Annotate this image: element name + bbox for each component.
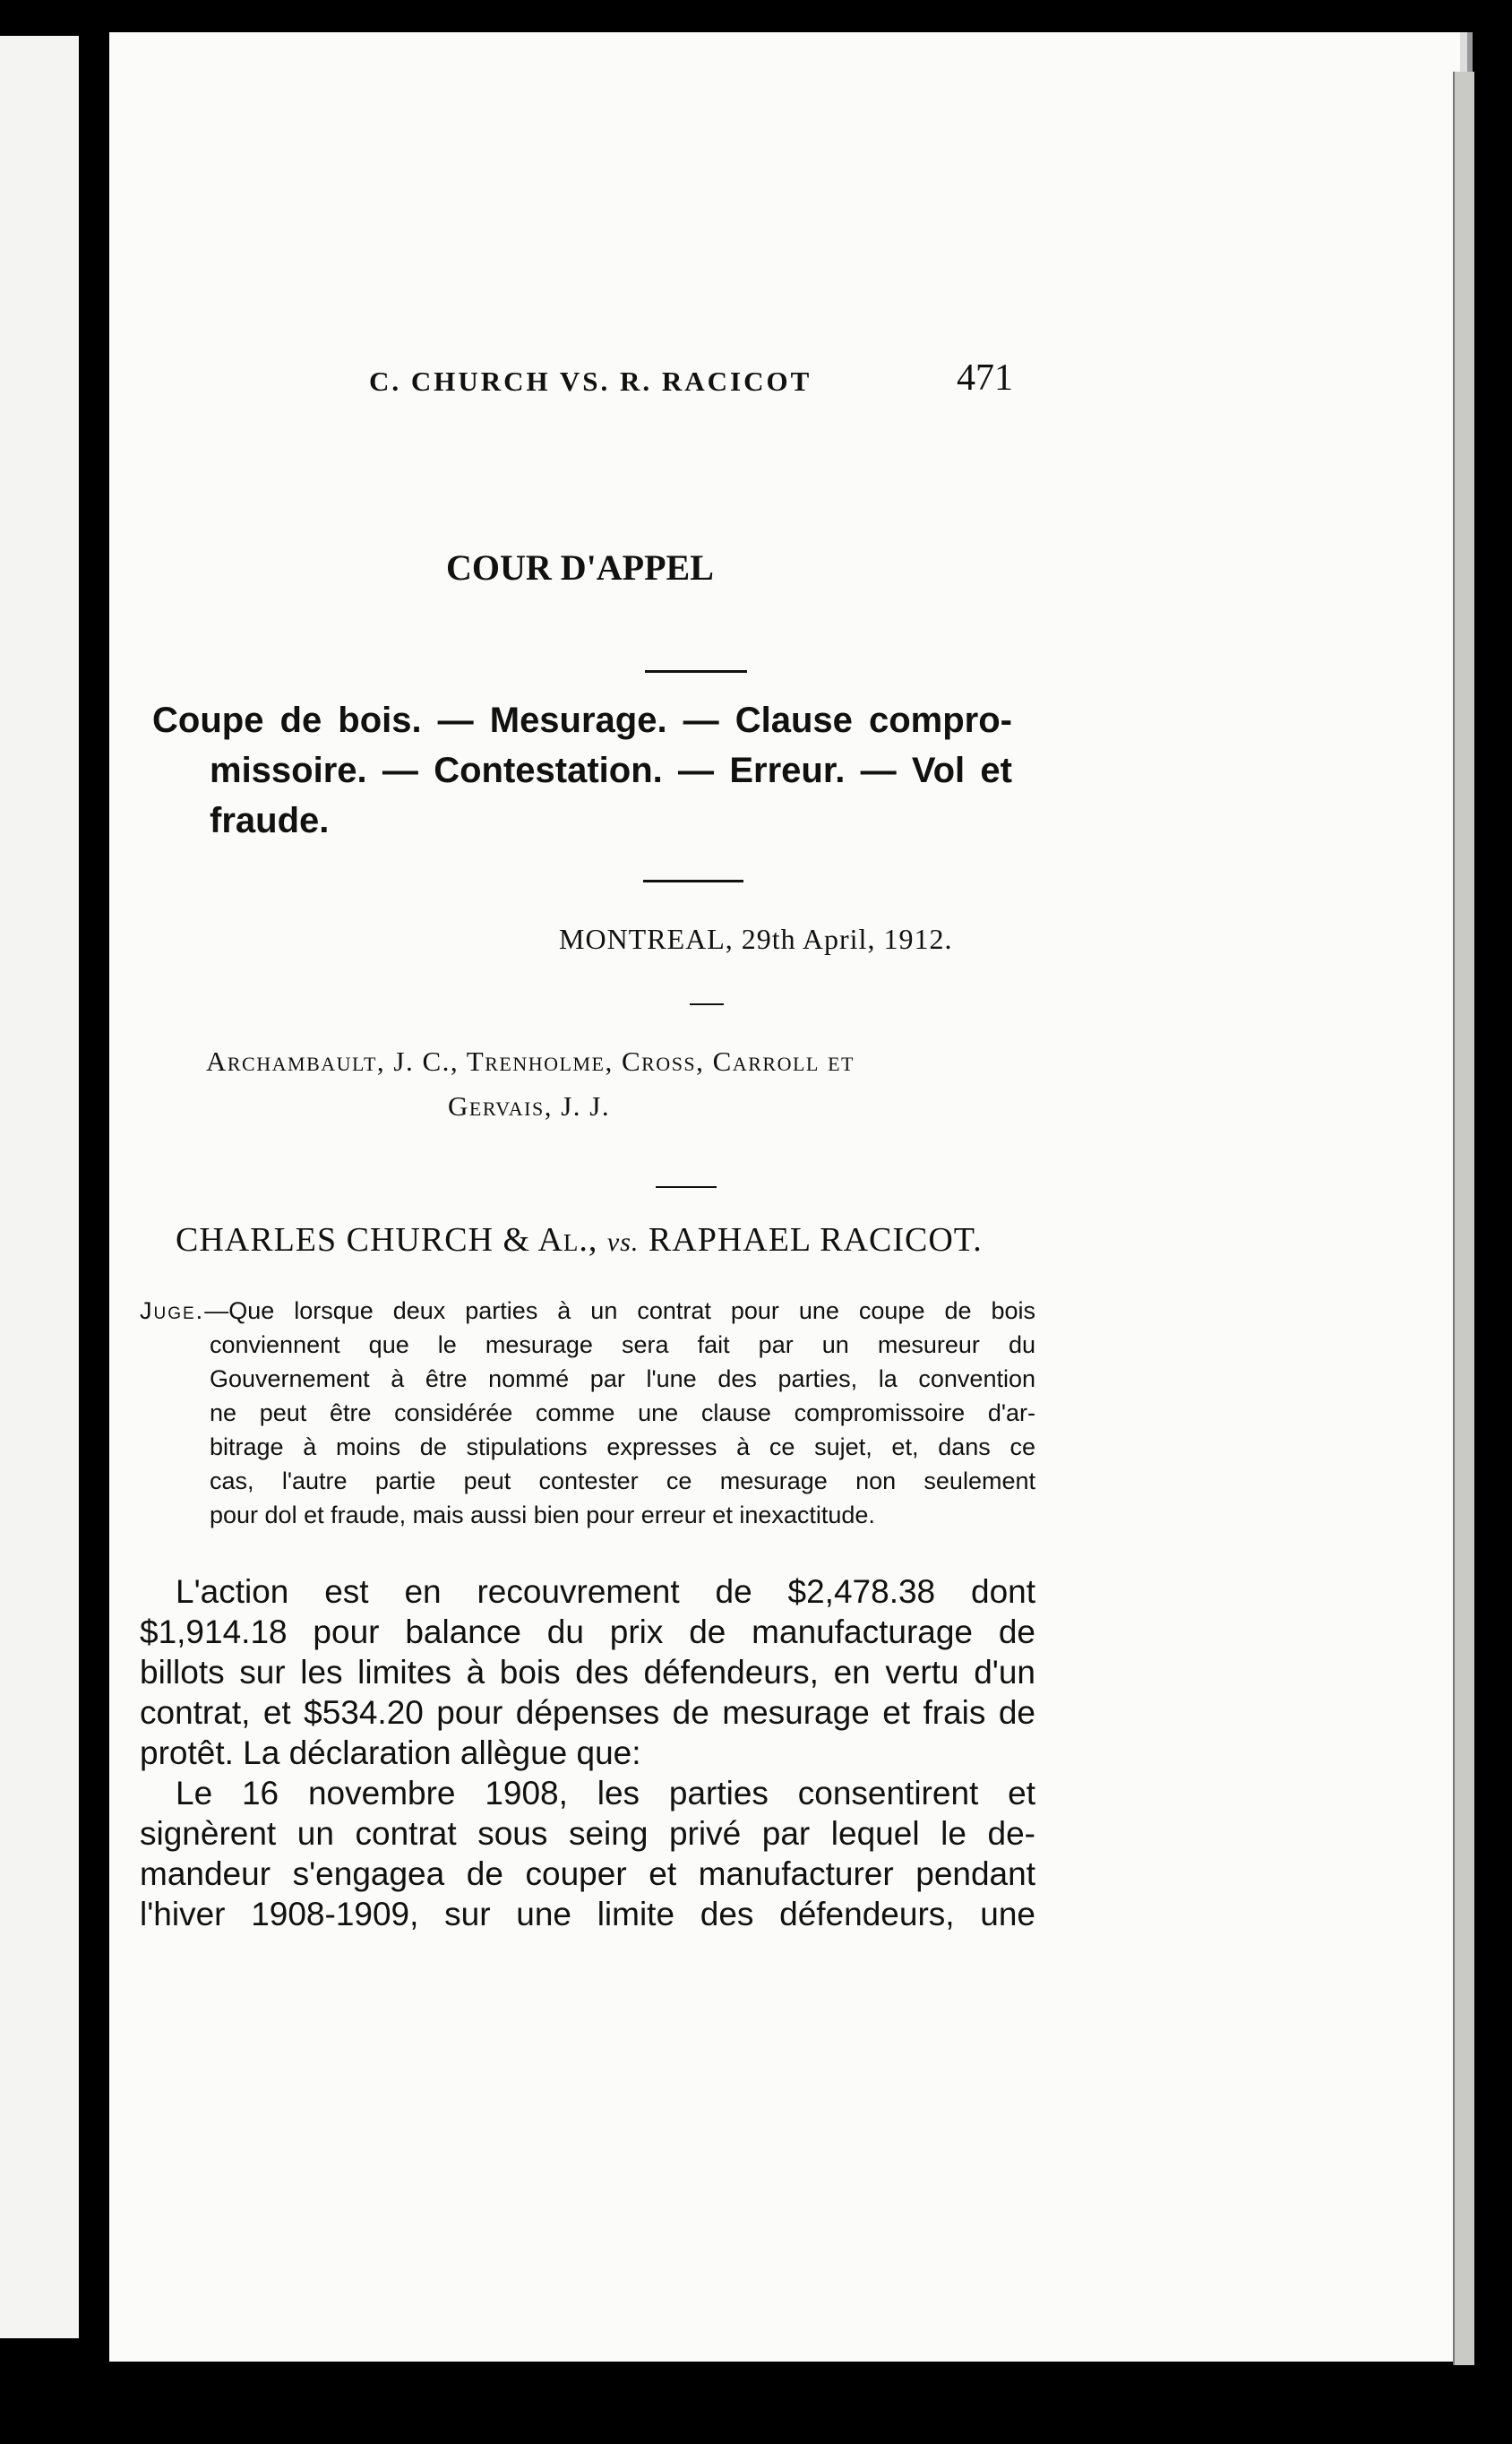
et-al: & Al., [503,1221,598,1259]
headnote-line: Juge.—Que lorsque deux parties à un contrat pour une coupe de bois [140,1297,1035,1324]
body-text [140,1571,1035,1934]
page-number: 471 [957,357,1013,399]
headnote-line: ne peut être considérée comme une clause compromissoire d'ar- [210,1399,1035,1426]
defendant-name: RAPHAEL RACICOT. [648,1221,983,1259]
judges-line: Gervais, J. J. [448,1090,611,1122]
body-line: mandeur s'engagea de couper et manufacturer pendant [140,1855,1035,1892]
gutter-shadow [79,36,106,2338]
body-line: protêt. La déclaration allègue que: [140,1734,641,1771]
headnote-line: pour dol et fraude, mais aussi bien pour erreur et inexactitude. [210,1502,875,1528]
judges-list [206,1039,855,1129]
summary-line: missoire. — Contestation. — Erreur. — Vol et [210,751,1012,790]
body-line: Le 16 novembre 1908, les parties consentirent et [176,1775,1035,1811]
case-parties [176,1220,983,1260]
case-summary [152,695,1012,846]
court-title: COUR D'APPEL [446,547,714,588]
headnote [140,1294,1035,1532]
body-line: $1,914.18 pour balance du prix de manufacturage de [140,1614,1035,1650]
body-line: billots sur les limites à bois des défendeurs, en vertu d'un [140,1654,1035,1691]
body-line: signèrent un contrat sous seing privé par lequel le de- [140,1815,1035,1852]
headnote-line: cas, l'autre partie peut contester ce mesurage non seulement [210,1467,1035,1494]
body-line: l'hiver 1908-1909, sur une limite des défendeurs, une [140,1896,1035,1932]
divider-rule [690,1003,724,1005]
versus: vs. [606,1227,640,1257]
previous-page-edge [0,36,85,2338]
plaintiff-name: CHARLES CHURCH [176,1221,494,1259]
summary-line: Coupe de bois. — Mesurage. — Clause compro- [152,701,1012,740]
running-head: C. CHURCH VS. R. RACICOT [369,366,812,397]
date-line: MONTREAL, 29th April, 1912. [559,923,953,955]
headnote-label: Juge. [140,1297,205,1324]
summary-line: fraude. [210,801,330,840]
divider-rule [645,670,747,673]
headnote-line: bitrage à moins de stipulations expresses à ce sujet, et, dans ce [210,1433,1035,1460]
page-stack-edge [1453,72,1474,2365]
headnote-line: conviennent que le mesurage sera fait par un mesureur du [210,1331,1035,1358]
divider-rule [643,880,743,882]
judges-line: Archambault, J. C., Trenholme, Cross, Carroll et [206,1046,855,1077]
body-line: contrat, et $534.20 pour dépenses de mesurage et frais de [140,1694,1035,1731]
divider-rule [656,1186,717,1188]
body-line: L'action est en recouvrement de $2,478.38 dont [176,1573,1035,1610]
headnote-line: Gouvernement à être nommé par l'une des parties, la convention [210,1365,1035,1392]
